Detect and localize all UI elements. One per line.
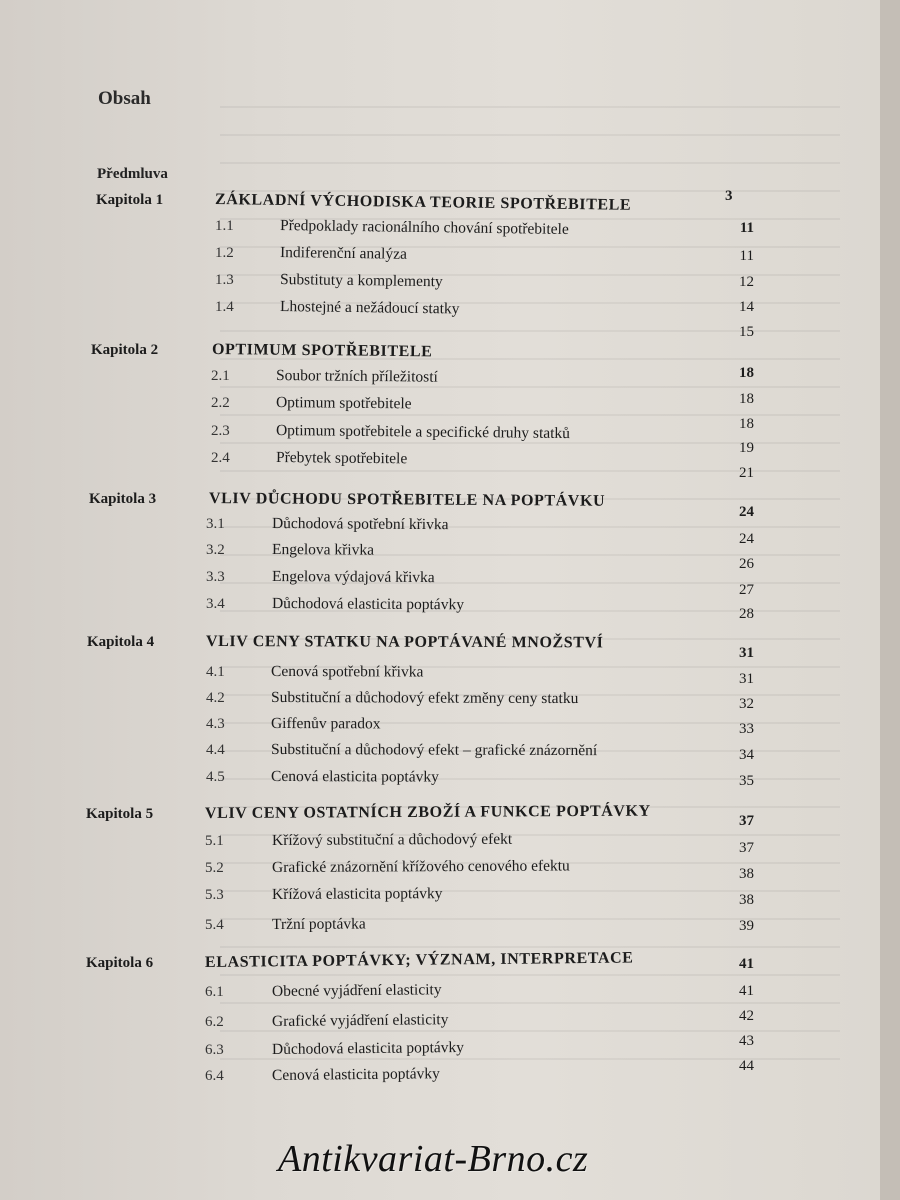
section-number: 3.1 xyxy=(206,516,225,532)
section-number: 2.4 xyxy=(211,450,230,466)
section-page-number: 12 xyxy=(739,274,754,290)
section-title: Cenová elasticita poptávky xyxy=(270,768,439,786)
toc-heading: Obsah xyxy=(98,88,151,109)
section-page-number: 37 xyxy=(739,840,754,856)
section-page-number: 28 xyxy=(739,606,754,622)
chapter-page-number: 11 xyxy=(739,220,754,236)
page-edge xyxy=(880,0,900,1200)
chapter-label: Kapitola 6 xyxy=(86,955,154,971)
section-number: 4.3 xyxy=(206,716,225,732)
section-number: 5.3 xyxy=(205,887,224,903)
section-title: Cenová spotřební křivka xyxy=(270,663,424,681)
section-number: 3.3 xyxy=(206,569,225,585)
section-page-number: 14 xyxy=(739,299,754,315)
chapter-page-number: 18 xyxy=(739,365,754,381)
section-page-number: 39 xyxy=(739,918,754,934)
section-number: 1.2 xyxy=(215,245,234,261)
section-page-number: 11 xyxy=(739,248,754,264)
section-page-number: 19 xyxy=(739,440,754,456)
chapter-title: ELASTICITA POPTÁVKY; VÝZNAM, INTERPRETACE xyxy=(204,949,634,971)
section-title: Přebytek spotřebitele xyxy=(275,449,408,468)
section-number: 1.3 xyxy=(215,272,234,288)
section-title: Důchodová spotřební křivka xyxy=(271,515,449,534)
section-number: 4.4 xyxy=(206,742,225,758)
section-page-number: 21 xyxy=(739,465,754,481)
section-title: Substituční a důchodový efekt – grafické znázornění xyxy=(270,741,598,760)
section-number: 1.4 xyxy=(215,299,234,315)
section-title: Důchodová elasticita poptávky xyxy=(271,595,465,614)
section-title: Důchodová elasticita poptávky xyxy=(271,1038,465,1058)
preface-page: 3 xyxy=(725,188,733,204)
section-number: 4.1 xyxy=(206,664,225,680)
section-number: 6.3 xyxy=(205,1042,224,1058)
section-page-number: 44 xyxy=(739,1058,754,1074)
section-number: 6.2 xyxy=(205,1014,224,1030)
section-number: 2.2 xyxy=(211,395,230,411)
section-title: Cenová elasticita poptávky xyxy=(271,1065,440,1084)
section-title: Optimum spotřebitele xyxy=(275,394,412,413)
section-page-number: 35 xyxy=(739,773,754,789)
section-number: 5.4 xyxy=(205,917,224,933)
section-number: 5.2 xyxy=(205,860,224,876)
section-number: 4.2 xyxy=(206,690,225,706)
chapter-label: Kapitola 1 xyxy=(96,192,164,208)
chapter-label: Kapitola 4 xyxy=(87,634,155,650)
chapter-label: Kapitola 2 xyxy=(91,342,159,358)
section-title: Grafické vyjádření elasticity xyxy=(271,1011,449,1030)
section-page-number: 18 xyxy=(739,391,754,407)
section-number: 1.1 xyxy=(215,218,234,234)
section-title: Substituční a důchodový efekt změny ceny statku xyxy=(270,689,579,708)
section-page-number: 41 xyxy=(739,983,754,999)
section-number: 5.1 xyxy=(205,833,224,849)
chapter-title: VLIV CENY STATKU NA POPTÁVANÉ MNOŽSTVÍ xyxy=(205,633,604,652)
section-number: 2.1 xyxy=(211,368,230,384)
section-title: Tržní poptávka xyxy=(271,915,366,933)
preface-title: Předmluva xyxy=(97,166,168,182)
section-title: Grafické znázornění křížového cenového efektu xyxy=(271,857,570,876)
section-number: 3.4 xyxy=(206,596,225,612)
chapter-page-number: 31 xyxy=(739,645,754,661)
chapter-page-number: 24 xyxy=(739,504,754,520)
section-title: Křížová elasticita poptávky xyxy=(271,885,443,903)
section-page-number: 38 xyxy=(739,866,754,882)
section-number: 6.4 xyxy=(205,1068,224,1084)
section-page-number: 15 xyxy=(739,324,754,340)
section-title: Substituty a komplementy xyxy=(279,271,443,291)
chapter-page-number: 37 xyxy=(739,813,754,829)
chapter-label: Kapitola 5 xyxy=(86,806,154,822)
section-page-number: 43 xyxy=(739,1033,754,1049)
section-page-number: 42 xyxy=(739,1008,754,1024)
section-title: Křížový substituční a důchodový efekt xyxy=(271,830,513,849)
chapter-title: VLIV DŮCHODU SPOTŘEBITELE NA POPTÁVKU xyxy=(208,490,606,510)
section-title: Optimum spotřebitele a specifické druhy statků xyxy=(275,422,571,443)
section-page-number: 27 xyxy=(739,582,754,598)
chapter-title: OPTIMUM SPOTŘEBITELE xyxy=(211,341,433,361)
section-title: Giffenův paradox xyxy=(270,715,381,733)
section-title: Lhostejné a nežádoucí statky xyxy=(279,298,460,318)
section-title: Engelova křivka xyxy=(271,541,375,559)
section-title: Obecné vyjádření elasticity xyxy=(271,981,442,1000)
section-page-number: 26 xyxy=(739,556,754,572)
section-page-number: 24 xyxy=(739,531,754,547)
section-number: 2.3 xyxy=(211,423,230,439)
section-title: Předpoklady racionálního chování spotřebitele xyxy=(279,217,569,239)
watermark-text: Antikvariat-Brno.cz xyxy=(278,1138,589,1180)
section-number: 3.2 xyxy=(206,542,225,558)
section-number: 4.5 xyxy=(206,769,225,785)
chapter-page-number: 41 xyxy=(739,956,754,972)
section-title: Soubor tržních příležitostí xyxy=(275,367,438,386)
section-page-number: 33 xyxy=(739,721,754,737)
section-title: Engelova výdajová křivka xyxy=(271,568,435,587)
section-number: 6.1 xyxy=(205,984,224,1000)
section-page-number: 31 xyxy=(739,671,754,687)
section-page-number: 38 xyxy=(739,892,754,908)
section-page-number: 34 xyxy=(739,747,754,763)
section-title: Indiferenční analýza xyxy=(279,244,408,263)
chapter-title: ZÁKLADNÍ VÝCHODISKA TEORIE SPOTŘEBITELE xyxy=(214,191,632,214)
chapter-label: Kapitola 3 xyxy=(89,491,157,507)
section-page-number: 32 xyxy=(739,696,754,712)
chapter-title: VLIV CENY OSTATNÍCH ZBOŽÍ A FUNKCE POPTÁVKY xyxy=(204,802,651,822)
section-page-number: 18 xyxy=(739,416,754,432)
